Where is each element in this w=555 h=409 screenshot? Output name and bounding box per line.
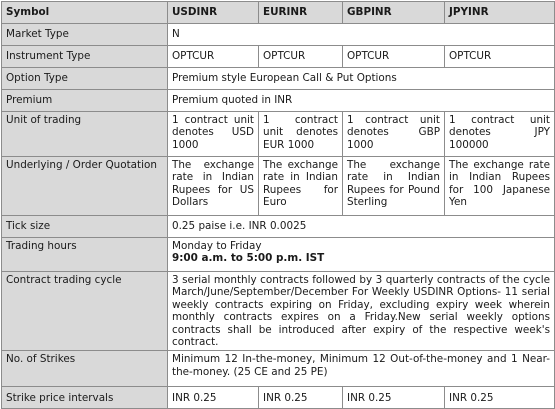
- table-row-contract-cycle: [2, 272, 555, 351]
- instrument-type-eurinr: OPTCUR: [259, 46, 343, 68]
- header-eurinr: EURINR: [259, 2, 343, 24]
- row-label-strike-intervals: Strike price intervals: [2, 387, 168, 409]
- row-label-unit-of-trading: Unit of trading: [2, 112, 168, 157]
- row-label-instrument-type: Instrument Type: [2, 46, 168, 68]
- contract-spec-table: [1, 1, 555, 409]
- table-row-unit-of-trading: [2, 112, 555, 157]
- row-label-tick-size: Tick size: [2, 216, 168, 238]
- table-row-premium: [2, 90, 555, 112]
- table-header-row: [2, 2, 555, 24]
- underlying-eurinr: The exchange rate in Indian Rupees for Euro: [259, 157, 343, 216]
- instrument-type-gbpinr: OPTCUR: [343, 46, 445, 68]
- contract-cycle-value: 3 serial monthly contracts followed by 3 quarterly contracts of the cycle March/June/September/December For Weekly USDINR Options- 11 serial weekly contracts expiring on Friday, excluding expiry week wherein monthly contracts expires on a Friday.New serial weekly options contracts shall be introduced after expiry of the respective week's contract.: [168, 272, 555, 351]
- table-row-market-type: [2, 24, 555, 46]
- table-row-strikes: [2, 351, 555, 387]
- table-row-trading-hours: [2, 238, 555, 272]
- trading-hours-days: Monday to Friday: [172, 240, 262, 252]
- strike-intervals-eurinr: INR 0.25: [259, 387, 343, 409]
- trading-hours-time: 9:00 a.m. to 5:00 p.m. IST: [172, 252, 325, 265]
- unit-of-trading-usdinr: 1 contract unit denotes USD 1000: [168, 112, 259, 157]
- underlying-gbpinr: The exchange rate in Indian Rupees for Pound Sterling: [343, 157, 445, 216]
- row-label-trading-hours: Trading hours: [2, 238, 168, 272]
- unit-of-trading-gbpinr: 1 contract unit denotes GBP 1000: [343, 112, 445, 157]
- strikes-value: Minimum 12 In-the-money, Minimum 12 Out-of-the-money and 1 Near-the-money. (25 CE and 25 PE): [168, 351, 555, 387]
- row-label-option-type: Option Type: [2, 68, 168, 90]
- header-jpyinr: JPYINR: [445, 2, 555, 24]
- row-label-strikes: No. of Strikes: [2, 351, 168, 387]
- premium-value: Premium quoted in INR: [168, 90, 555, 112]
- strike-intervals-gbpinr: INR 0.25: [343, 387, 445, 409]
- instrument-type-usdinr: OPTCUR: [168, 46, 259, 68]
- instrument-type-jpyinr: OPTCUR: [445, 46, 555, 68]
- row-label-premium: Premium: [2, 90, 168, 112]
- underlying-jpyinr: The exchange rate in Indian Rupees for 100 Japanese Yen: [445, 157, 555, 216]
- table-row-tick-size: [2, 216, 555, 238]
- underlying-usdinr: The exchange rate in Indian Rupees for US Dollars: [168, 157, 259, 216]
- tick-size-value: 0.25 paise i.e. INR 0.0025: [168, 216, 555, 238]
- table-row-strike-intervals: [2, 387, 555, 409]
- row-label-underlying: Underlying / Order Quotation: [2, 157, 168, 216]
- table-row-option-type: [2, 68, 555, 90]
- market-type-value: N: [168, 24, 555, 46]
- header-symbol: Symbol: [2, 2, 168, 24]
- header-gbpinr: GBPINR: [343, 2, 445, 24]
- header-usdinr: USDINR: [168, 2, 259, 24]
- unit-of-trading-eurinr: 1 contract unit denotes EUR 1000: [259, 112, 343, 157]
- table-row-instrument-type: [2, 46, 555, 68]
- table-row-underlying: [2, 157, 555, 216]
- strike-intervals-usdinr: INR 0.25: [168, 387, 259, 409]
- row-label-market-type: Market Type: [2, 24, 168, 46]
- trading-hours-value: [168, 238, 555, 272]
- row-label-contract-cycle: Contract trading cycle: [2, 272, 168, 351]
- strike-intervals-jpyinr: INR 0.25: [445, 387, 555, 409]
- unit-of-trading-jpyinr: 1 contract unit denotes JPY 100000: [445, 112, 555, 157]
- option-type-value: Premium style European Call & Put Options: [168, 68, 555, 90]
